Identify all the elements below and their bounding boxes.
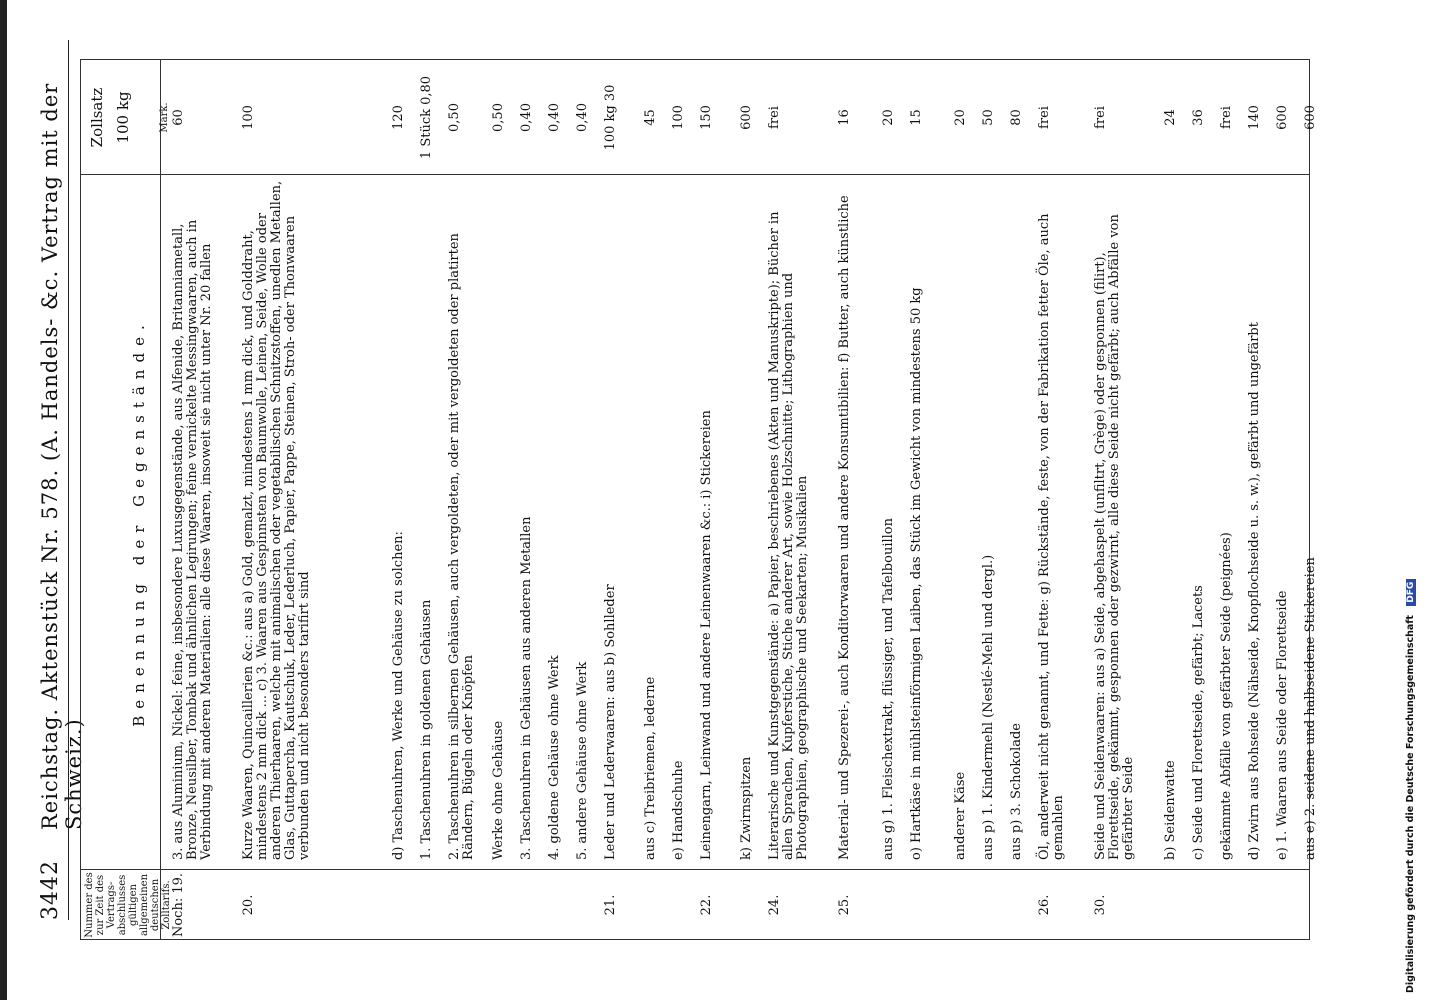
table-row [172,60,242,940]
duty-rate: frei [1093,106,1108,129]
item-description: 3. aus Aluminium, Nickel: feine, insbesondere Luxusgegenstände, aus Alfenide, Britanniametall, Bronze, Neusilber, Tombak und ähnlichen Legirungen; feine vernickelte Messingwaaren, auch in Verbindung mit anderen Materialien: alle diese Waaren, insoweit sie nicht unter Nr. 20 fallen [171,219,214,860]
column-header-rate [84,60,178,175]
table-row [1038,60,1094,940]
item-description: 5. andere Gehäuse ohne Werk [575,661,590,860]
duty-rate: 600 [1303,105,1318,130]
duty-rate: 1 Stück 0,80 [419,75,434,160]
duty-rate: 20 [953,109,968,126]
table-row [1220,60,1248,940]
tariff-number: 20. [241,894,256,916]
item-description: Kurze Waaren, Quincaillerien &c.: aus a) Gold, gemalzt, mindestens 1 mm dick, und Golddraht, mindestens 2 mm dick ... c) 3. Waaren aus Gespinnsten von Baumwolle, Leinen, Seide, Wolle oder anderen Thierhaaren, welche mit animalischen oder vegetabilischen Schnitzstoffen, unedlen Metallen, Glas, Guttapercha, Kautschuk, Leder, Lederluch, Papier, Pappe, Steinen, Stroh- oder Thonwaaren verbunden und nicht besonders tarifirt sind [241,180,312,860]
table-row [1094,60,1164,940]
item-description: o) Hartkäse in mühlsteinförmigen Laiben, das Stück im Gewicht von mindestens 50 kg [909,287,924,860]
dfg-funding-notice [1405,8,1425,993]
item-description: anderer Käse [953,771,968,860]
item-description: b) Seidenwatte [1163,760,1178,860]
item-description: e) 1. Waaren aus Seide oder Florettseide [1275,590,1290,860]
item-description: gekämmte Abfälle von gefärbter Seide (peignées) [1219,532,1234,860]
table-row [1192,60,1220,940]
page-title: Reichstag. Aktenstück Nr. 578. (A. Handels- &c. Vertrag mit der Schweiz.) [38,82,86,830]
duty-rate: 0,50 [447,103,462,132]
table-row [644,60,672,940]
duty-rate: 50 [981,109,996,126]
table-row [982,60,1010,940]
item-description: Seide und Seidenwaaren: aus a) Seide, abgehaspelt (unfiltrt, Grège) oder gesponnen (filirt), Florettseide, gekämmt, gesponnen oder gezwirnt, alle diese Seide nicht gefärbt; auch Abfälle von gefärbter Seide [1093,214,1136,860]
duty-rate: 100 [241,105,256,130]
tariff-number: 21. [603,894,618,916]
item-description: aus p) 1. Kindermehl (Nestlé-Mehl und dergl.) [981,554,996,860]
table-row [672,60,700,940]
tariff-number: 25. [837,894,852,916]
item-description: Material- und Spezerei-, auch Konditorwaaren und andere Konsumtibilien: f) Butter, auch künstliche [837,195,852,860]
item-description: 4. goldene Gehäuse ohne Werk [547,655,562,860]
table-row [954,60,982,940]
duty-rate: 140 [1247,105,1262,130]
column-header-description: Benennung der Gegenstände. [130,318,148,727]
table-row [576,60,604,940]
item-description: Leinengarn, Leinwand und andere Leinenwaaren &c.: i) Stickereien [699,410,714,860]
duty-rate: 600 [739,105,754,130]
table-row [392,60,420,940]
duty-rate: 120 [391,105,406,130]
table-row [1276,60,1304,940]
header-row-divider [160,60,161,940]
table-row [882,60,910,940]
duty-rate: 24 [1163,109,1178,126]
item-description: Literarische und Kunstgegenstände: a) Papier, beschriebenes (Akten und Manuskripte); Bücher in allen Sprachen, Kupferstiche, Stiche anderer Art, sowie Holzschnitte; Lithographien und Photographien, geographische und Seekarten; Musikalien [767,211,810,860]
duty-rate: frei [1219,106,1234,129]
table-row [1164,60,1192,940]
item-description: aus g) 1. Fleischextrakt, flüssiger, und Tafelbouillon [881,518,896,860]
duty-rate: 15 [909,109,924,126]
table-row [1010,60,1038,940]
table-row [548,60,576,940]
duty-rate: 20 [881,109,896,126]
dfg-logo: DFG [1406,579,1416,606]
tariff-number: 26. [1037,894,1052,916]
item-description: k) Zwirnspitzen [739,756,754,860]
duty-rate: 100 [671,105,686,130]
table-row [838,60,882,940]
table-row [910,60,954,940]
funding-notice-text: Digitalisierung gefördert durch die Deutsche Forschungsgemeinschaft [1405,615,1416,993]
table-row [242,60,392,940]
duty-rate: 60 [171,109,186,126]
rate-header-currency: Mark. [159,102,170,133]
duty-rate: 16 [837,109,852,126]
tariff-table [80,60,1318,940]
item-description: d) Zwirn aus Rohseide (Nähseide, Knopflochseide u. s. w.), gefärbt und ungefärbt [1247,322,1262,860]
item-description: 1. Taschenuhren in goldenen Gehäusen [419,599,434,860]
duty-rate: 36 [1191,109,1206,126]
duty-rate: 600 [1275,105,1290,130]
table-row [520,60,548,940]
item-description: 3. Taschenuhren in Gehäusen aus anderen Metallen [519,516,534,860]
item-description: Öl, anderweit nicht genannt, und Fette: g) Rückstände, feste, von der Fabrikation fetter Öle, auch gemahlen [1037,213,1066,860]
column-header-number: Nummer des zur Zeit des Vertrags-abschlusses gültigen allgemeinen deutschen Zolltarifs. [84,872,172,938]
page-header [30,20,86,980]
table-row [604,60,644,940]
duty-rate: 80 [1009,109,1024,126]
tariff-number: 30. [1093,894,1108,916]
table-row [700,60,740,940]
table-row [420,60,448,940]
duty-rate: 100 kg 30 [603,84,618,151]
item-description: aus e) 2. seidene und halbseidene Stickereien [1303,557,1318,860]
table-border-top [80,60,81,940]
item-description: aus c) Treibriemen, lederne [643,676,658,860]
duty-rate: 0,40 [547,103,562,132]
tariff-number: Noch: 19. [171,872,186,938]
item-description: Werke ohne Gehäuse [491,720,506,860]
tariff-number: 22. [699,894,714,916]
rate-header-unit: 100 kg [114,91,132,144]
duty-rate: 150 [699,105,714,130]
table-row [448,60,492,940]
header-divider [68,40,69,920]
table-row [1248,60,1276,940]
item-description: c) Seide und Florettseide, gefärbt; Lacets [1191,585,1206,860]
item-description: 2. Taschenuhren in silbernen Gehäusen, auch vergoldeten, oder mit vergoldeten oder platirten Rändern, Bügeln oder Knöpfen [447,233,476,860]
duty-rate: 0,40 [519,103,534,132]
tariff-number: 24. [767,894,782,916]
rate-header-label: Zollsatz [88,87,106,148]
duty-rate: 0,40 [575,103,590,132]
table-row [768,60,838,940]
duty-rate: frei [767,106,782,129]
duty-rate: 45 [643,109,658,126]
duty-rate: frei [1037,106,1052,129]
item-description: aus p) 3. Schokolade [1009,722,1024,860]
item-description: e) Handschuhe [671,760,686,860]
table-row [740,60,768,940]
item-description: d) Taschenuhren, Werke und Gehäuse zu solchen: [391,531,406,860]
page-number: 3442 [38,860,63,920]
table-row [492,60,520,940]
item-description: Leder und Lederwaaren: aus b) Sohlleder [603,584,618,860]
duty-rate: 0,50 [491,103,506,132]
table-row [1304,60,1332,940]
